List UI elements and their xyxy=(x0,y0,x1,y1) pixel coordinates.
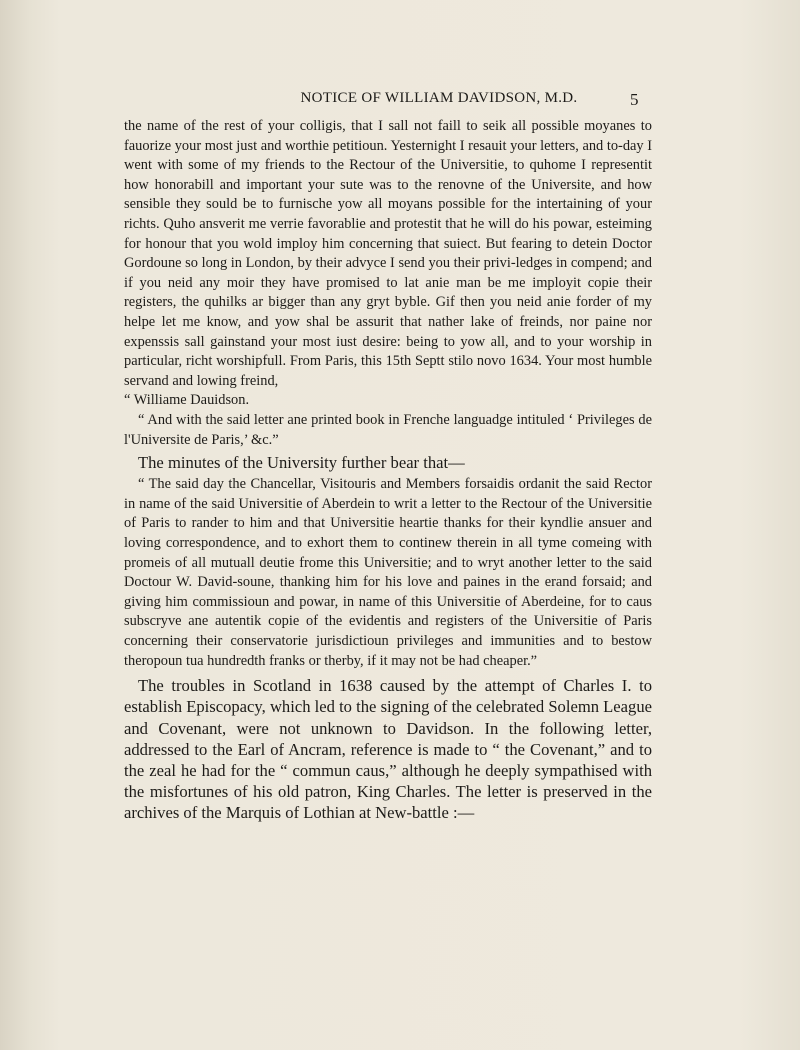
enclosure-note: “ And with the said letter ane printed book in Frenche languadge intituled ‘ Privileges de l'Universite de Paris,’ &c.” xyxy=(124,411,652,448)
letter-body: the name of the rest of your colligis, that I sall not faill to seik all possible moyanes to fauorize your most just and worthie petitioun. Yesternight I resauit your letters, and to-day I went with some of my friends to the Rectour of the Universitie, to quhome I representit how honorabill and important your sute was to the renovne of the Universite, and how sensible they sould be to furnische yow all moyans possible for the intertaining of your richts. Quho ansverit me verrie favorablie and protestit that he will do his powar, esteiming for honour that you wold imploy him concerning that suiect. But fearing to detein Doctor Gordoune so long in London, by their advyce I send you their privi-ledges in compend; and if you neid any moir they have promised to lat anie man be me imployit copie their registers, the quhilks ar bigger than any gryt byble. Gif then you neid anie forder of my helpe let me know, and yow shal be assurit that nather lake of freinds, nor paine nor expenssis sall gainstand your most iust desire: being to yow all, and to your worship in particular, richt worshipfull. From Paris, this 15th Septt stilo novo 1634. Your most humble servand and lowing freind, xyxy=(124,118,652,389)
minutes-quote: “ The said day the Chancellar, Visitouris and Members forsaidis ordanit the said Rector in name of the said Universitie of Aberdein to writ a letter to the Rectour of the Universitie of Paris to rander to him and that Universitie heartie thanks for their kyndlie ansuer and loving correspondence, and to exhort them to continew therein in all tyme comeing with promeis of all mutuall deutie frome this Universitie; and to wryt another letter to the said Doctour W. David-soune, thanking him for his love and paines in the erand forsaid; and giving him commissioun and powar, in name of this Universitie of Aberdeine, for to caus subscryve ane autentik copie of the evidentis and registers of the Universitie of Paris concerning their conservatorie jurisdictioun privileges and immunities and to bestow theropoun tua hundredth franks or therby, if it may not be had cheaper.” xyxy=(124,476,652,669)
minutes-section xyxy=(124,475,652,671)
letter-signature: “ Williame Dauidson. xyxy=(124,392,250,409)
minutes-intro: The minutes of the University further bear that— xyxy=(138,453,465,473)
page-number: 5 xyxy=(630,90,639,109)
troubles-paragraph: The troubles in Scotland in 1638 caused by the attempt of Charles I. to establish Episcopacy, which led to the signing of the celebrated Solemn League and Covenant, were not unknown to Davidson. In the following letter, addressed to the Earl of Ancram, reference is made to “ the Covenant,” and to the zeal he had for the “ commun caus,” although he deeply sympathised with the misfortunes of his old patron, King Charles. The letter is preserved in the archives of the Marquis of Lothian at New-battle :— xyxy=(124,676,652,823)
page-body xyxy=(124,117,652,824)
minutes-intro-section xyxy=(124,452,652,473)
running-title: NOTICE OF WILLIAM DAVIDSON, M.D. xyxy=(300,90,578,106)
letter-section xyxy=(124,117,652,450)
troubles-section xyxy=(124,675,652,823)
